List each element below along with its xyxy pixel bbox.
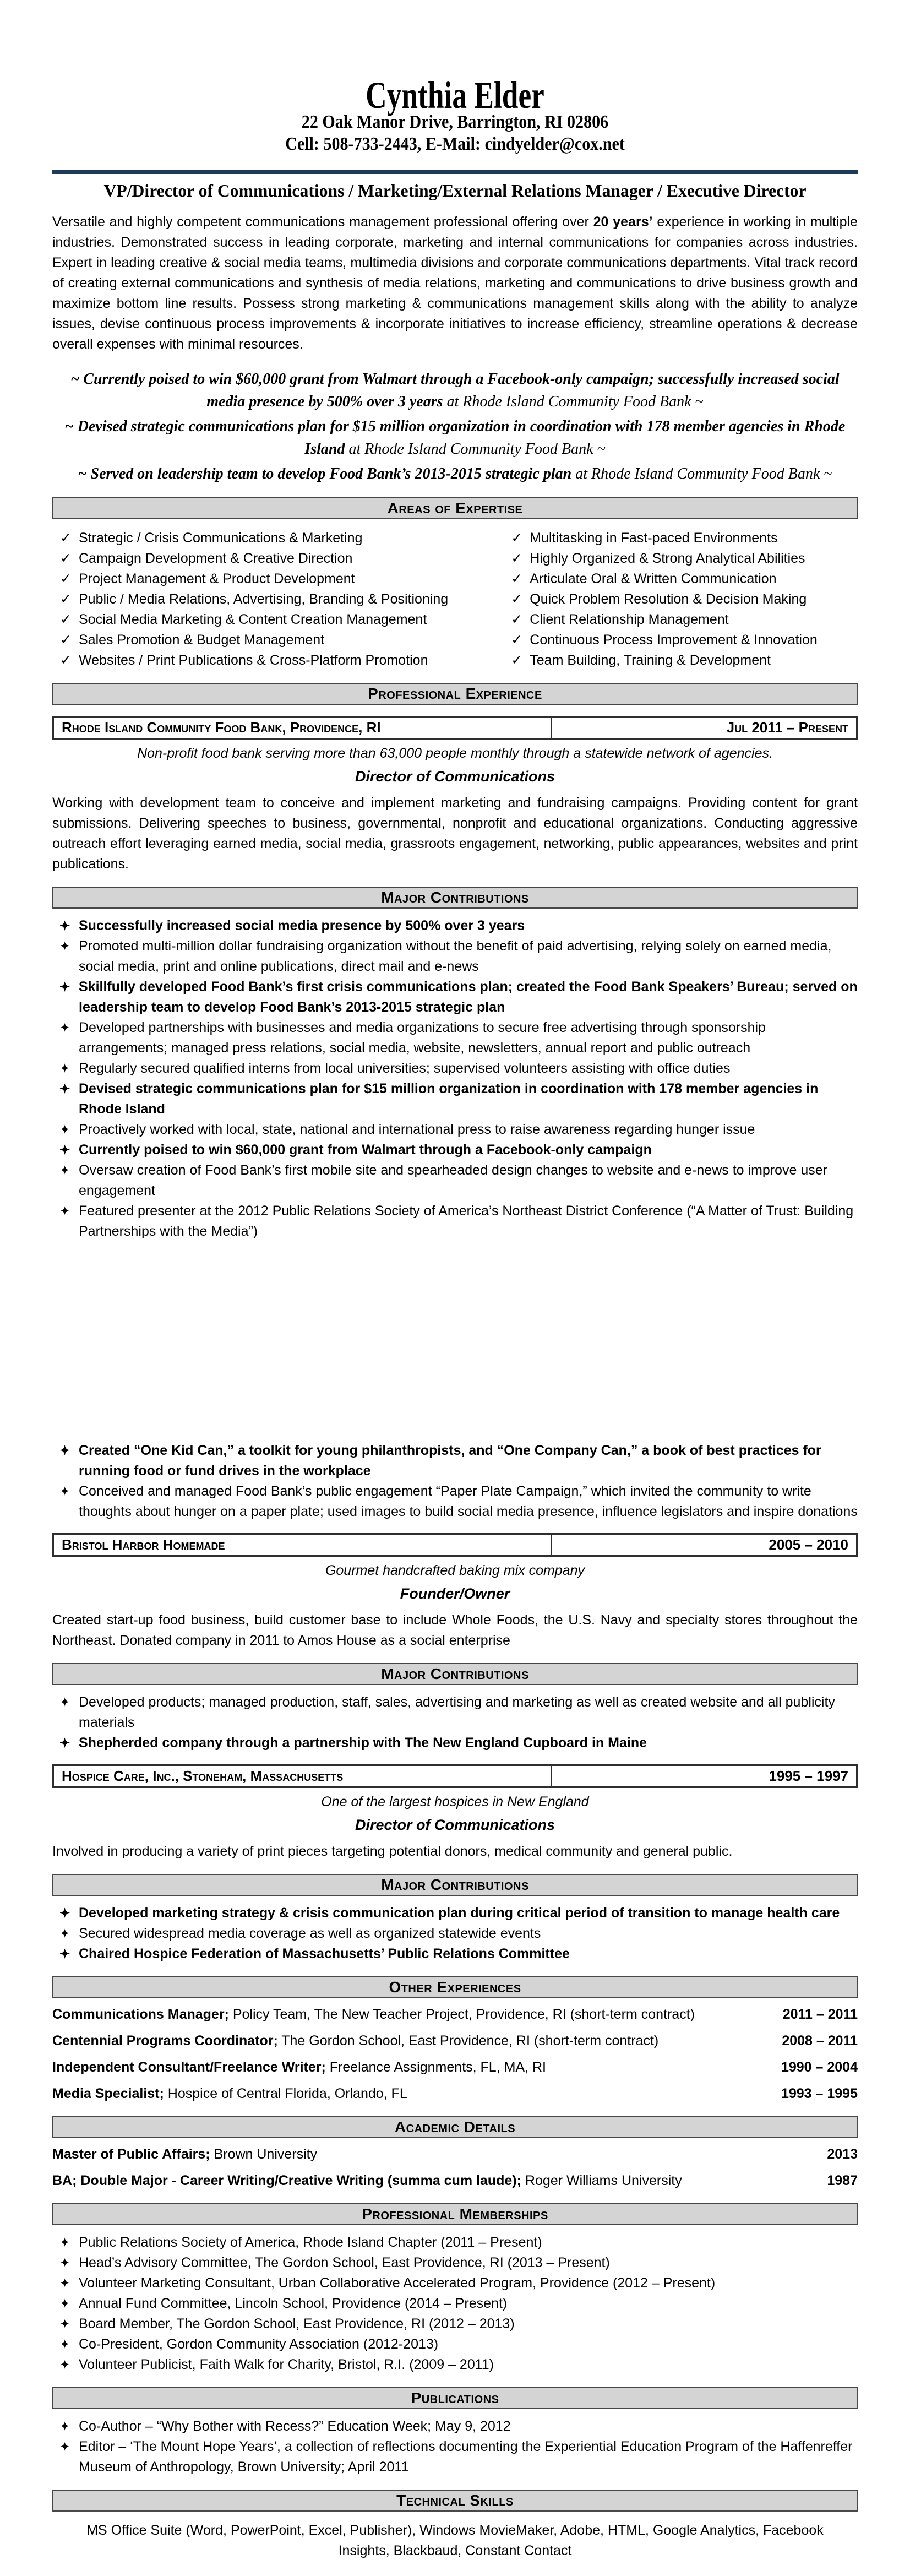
section-header-major-contributions: Major Contributions bbox=[52, 1874, 858, 1896]
expertise-item: ✓ Social Media Marketing & Content Creation Management bbox=[52, 610, 503, 630]
other-experiences-list bbox=[52, 2004, 858, 2104]
person-name: Cynthia Elder bbox=[366, 74, 544, 117]
list-item: ✦ Annual Fund Committee, Lincoln School, Providence (2014 – Present) bbox=[52, 2294, 858, 2314]
summary-text: experience in working in multiple industries. Demonstrated success in leading corporate, marketing and internal communications for companies across industries. Expert in leading creative & social media teams, multimedia divisions and corporate communications departments. Vital track record of creating external communications and synthesis of media relations, marketing and communications to drive business growth and maximize bottom line results. Possess strong marketing & communications management skills along with the ability to analyze issues, devise continuous process improvements & incorporate initiatives to increase efficiency, streamline operations & decrease overall expenses with minimal resources. bbox=[52, 214, 858, 352]
star-bullet-icon: ✦ bbox=[59, 1082, 70, 1096]
section-header-professional-experience: Professional Experience bbox=[52, 683, 858, 705]
check-icon: ✓ bbox=[60, 591, 72, 607]
company-row bbox=[52, 716, 858, 740]
expertise-item: ✓ Continuous Process Improvement & Innovation bbox=[503, 630, 858, 650]
company-row bbox=[52, 1533, 858, 1557]
expertise-item: ✓ Campaign Development & Creative Direction bbox=[52, 548, 503, 569]
list-item: ✦ Chaired Hospice Federation of Massachusetts’ Public Relations Committee bbox=[52, 1944, 858, 1964]
section-header-other-experiences: Other Experiences bbox=[52, 1976, 858, 1998]
star-bullet-icon: ✦ bbox=[59, 1926, 70, 1941]
star-bullet-icon: ✦ bbox=[59, 1122, 70, 1137]
star-bullet-icon: ✦ bbox=[59, 2317, 70, 2332]
check-icon: ✓ bbox=[60, 571, 72, 587]
expertise-item: ✓ Websites / Print Publications & Cross-Platform Promotion bbox=[52, 650, 503, 671]
list-item: ✦ Head’s Advisory Committee, The Gordon School, East Providence, RI (2013 – Present) bbox=[52, 2253, 858, 2273]
star-bullet-icon: ✦ bbox=[59, 2235, 70, 2250]
list-item: ✦ Successfully increased social media presence by 500% over 3 years bbox=[52, 916, 858, 936]
list-item: ✦ Featured presenter at the 2012 Public Relations Society of America’s Northeast District Conference (“A Matter of Trust: Building Partnerships with the Media”) bbox=[52, 1201, 858, 1242]
expertise-item: ✓ Project Management & Product Development bbox=[52, 569, 503, 589]
skills-text: MS Office Suite (Word, PowerPoint, Excel, Publisher), Windows MovieMaker, Adobe, HTML, Google Analytics, Facebook Insights, Blackbaud, Constant Contact bbox=[86, 2523, 824, 2559]
list-item: ✦ Co-Author – “Why Bother with Recess?” Education Week; May 9, 2012 bbox=[52, 2416, 858, 2437]
job-description: Involved in producing a variety of print pieces targeting potential donors, medical community and general public. bbox=[52, 1844, 733, 1860]
job-title: Director of Communications bbox=[355, 768, 555, 785]
star-bullet-icon: ✦ bbox=[59, 1020, 70, 1035]
page-title: VP/Director of Communications / Marketing/External Relations Manager / Executive Director bbox=[103, 181, 807, 201]
list-item: ✦ Shepherded company through a partnership with The New England Cupboard in Maine bbox=[52, 1733, 858, 1753]
list-item: ✦ Co-President, Gordon Community Association (2012-2013) bbox=[52, 2334, 858, 2355]
highlight-item: ~ Devised strategic communications plan for $15 million organization in coordination with 178 member agencies in Rhode Island at Rhode Island Community Food Bank ~ bbox=[64, 418, 846, 458]
star-bullet-icon: ✦ bbox=[59, 1443, 70, 1458]
header-divider bbox=[52, 170, 858, 174]
summary-text: Versatile and highly competent communications management professional offering over bbox=[52, 214, 593, 230]
expertise-item: ✓ Public / Media Relations, Advertising, Branding & Positioning bbox=[52, 589, 503, 610]
check-icon: ✓ bbox=[511, 551, 523, 567]
star-bullet-icon: ✦ bbox=[59, 2419, 70, 2434]
contact-line: Cell: 508-733-2443, E-Mail: cindyelder@cox.net bbox=[285, 133, 625, 154]
star-bullet-icon: ✦ bbox=[59, 1736, 70, 1751]
summary-paragraph bbox=[52, 212, 858, 355]
star-bullet-icon: ✦ bbox=[59, 1695, 70, 1710]
role-label: Communications Manager; bbox=[52, 2007, 229, 2023]
highlight-item: ~ Currently poised to win $60,000 grant from Walmart through a Facebook-only campaign; successfully increased social media presence by 500% over 3 years at Rhode Island Community Food Bank ~ bbox=[70, 371, 840, 411]
section-header-technical-skills: Technical Skills bbox=[52, 2490, 858, 2512]
check-icon: ✓ bbox=[511, 632, 523, 648]
date-range: 1993 – 1995 bbox=[781, 2086, 858, 2102]
degree-label: Master of Public Affairs; bbox=[52, 2146, 210, 2162]
star-bullet-icon: ✦ bbox=[59, 1143, 70, 1157]
job-title: Founder/Owner bbox=[400, 1585, 510, 1602]
expertise-item: ✓ Strategic / Crisis Communications & Marketing bbox=[52, 528, 503, 548]
contributions-list bbox=[52, 916, 858, 1242]
expertise-item: ✓ Client Relationship Management bbox=[503, 610, 858, 630]
role-label: Independent Consultant/Freelance Writer; bbox=[52, 2059, 326, 2075]
expertise-item: ✓ Multitasking in Fast-paced Environments bbox=[503, 528, 858, 548]
job-title: Director of Communications bbox=[355, 1817, 555, 1834]
star-bullet-icon: ✦ bbox=[59, 2357, 70, 2372]
check-icon: ✓ bbox=[60, 551, 72, 567]
star-bullet-icon: ✦ bbox=[59, 1163, 70, 1178]
section-header-professional-memberships: Professional Memberships bbox=[52, 2203, 858, 2225]
list-item: ✦ Regularly secured qualified interns from local universities; supervised volunteers assisting with office duties bbox=[52, 1058, 858, 1079]
list-item: ✦ Skillfully developed Food Bank’s first crisis communications plan; created the Food Bank Speakers’ Bureau; served on leadership team to develop Food Bank’s 2013-2015 strategic plan bbox=[52, 977, 858, 1018]
expertise-item: ✓ Team Building, Training & Development bbox=[503, 650, 858, 671]
list-item: ✦ Volunteer Publicist, Faith Walk for Charity, Bristol, R.I. (2009 – 2011) bbox=[52, 2355, 858, 2375]
check-icon: ✓ bbox=[511, 530, 523, 546]
check-icon: ✓ bbox=[60, 632, 72, 648]
list-item: ✦ Public Relations Society of America, Rhode Island Chapter (2011 – Present) bbox=[52, 2232, 858, 2253]
star-bullet-icon: ✦ bbox=[59, 1906, 70, 1921]
star-bullet-icon: ✦ bbox=[59, 980, 70, 994]
company-name: Hospice Care, Inc., Stoneham, Massachusetts bbox=[54, 1766, 552, 1786]
other-experience-row: Media Specialist; Hospice of Central Florida, Orlando, FL 1993 – 1995 bbox=[52, 2084, 858, 2104]
section-header-major-contributions: Major Contributions bbox=[52, 1663, 858, 1685]
company-dates: 1995 – 1997 bbox=[769, 1768, 848, 1785]
star-bullet-icon: ✦ bbox=[59, 2276, 70, 2291]
academic-row: Master of Public Affairs; Brown University 2013 bbox=[52, 2144, 858, 2165]
role-label: Centennial Programs Coordinator; bbox=[52, 2033, 278, 2049]
list-item: ✦ Volunteer Marketing Consultant, Urban Collaborative Accelerated Program, Providence (2012 – Present) bbox=[52, 2273, 858, 2294]
expertise-item: ✓ Highly Organized & Strong Analytical Abilities bbox=[503, 548, 858, 569]
list-item: ✦ Devised strategic communications plan for $15 million organization in coordination with 178 member agencies in Rhode Island bbox=[52, 1079, 858, 1119]
other-experience-row: Communications Manager; Policy Team, The New Teacher Project, Providence, RI (short-term contract) 2011 – 2011 bbox=[52, 2004, 858, 2025]
list-item: ✦ Currently poised to win $60,000 grant from Walmart through a Facebook-only campaign bbox=[52, 1140, 858, 1160]
contributions-list-continued bbox=[52, 1441, 858, 1522]
company-tagline: Non-profit food bank serving more than 63,000 people monthly through a statewide network of agencies. bbox=[137, 746, 773, 762]
graduation-year: 2013 bbox=[827, 2146, 858, 2162]
company-dates: 2005 – 2010 bbox=[769, 1536, 848, 1553]
graduation-year: 1987 bbox=[827, 2173, 858, 2189]
date-range: 2011 – 2011 bbox=[782, 2007, 858, 2023]
section-header-publications: Publications bbox=[52, 2387, 858, 2409]
highlights bbox=[52, 368, 858, 485]
list-item: ✦ Editor – ‘The Mount Hope Years’, a collection of reflections documenting the Experiential Education Program of the Haffenreffer Museum of Anthropology, Brown University; April 2011 bbox=[52, 2437, 858, 2477]
job-description: Created start-up food business, build customer base to include Whole Foods, the U.S. Navy and specialty stores throughout the Northeast. Donated company in 2011 to Amos House as a social enterprise bbox=[52, 1612, 858, 1649]
star-bullet-icon: ✦ bbox=[59, 939, 70, 954]
list-item: ✦ Secured widespread media coverage as well as organized statewide events bbox=[52, 1923, 858, 1944]
highlight-item: ~ Served on leadership team to develop Food Bank’s 2013-2015 strategic plan at Rhode Island Community Food Bank ~ bbox=[78, 465, 832, 483]
star-bullet-icon: ✦ bbox=[59, 2296, 70, 2311]
star-bullet-icon: ✦ bbox=[59, 919, 70, 933]
section-header-academic-details: Academic Details bbox=[52, 2116, 858, 2138]
star-bullet-icon: ✦ bbox=[59, 2256, 70, 2270]
star-bullet-icon: ✦ bbox=[59, 1061, 70, 1076]
memberships-list bbox=[52, 2232, 858, 2375]
check-icon: ✓ bbox=[511, 571, 523, 587]
star-bullet-icon: ✦ bbox=[59, 1204, 70, 1219]
summary-bold-text: 20 years’ bbox=[593, 214, 653, 230]
expertise-item: ✓ Articulate Oral & Written Communication bbox=[503, 569, 858, 589]
page-break-gap bbox=[52, 1242, 858, 1433]
list-item: ✦ Developed partnerships with businesses and media organizations to secure free advertising through sponsorship arrangements; managed press relations, social media, website, newsletters, annual report and public outreach bbox=[52, 1018, 858, 1058]
check-icon: ✓ bbox=[60, 530, 72, 546]
check-icon: ✓ bbox=[511, 591, 523, 607]
address-line: 22 Oak Manor Drive, Barrington, RI 02806 bbox=[301, 111, 609, 132]
expertise-item: ✓ Quick Problem Resolution & Decision Making bbox=[503, 589, 858, 610]
company-dates: Jul 2011 – Present bbox=[726, 719, 848, 736]
list-item: ✦ Conceived and managed Food Bank’s public engagement “Paper Plate Campaign,” which invited the community to write thoughts about hunger on a paper plate; used images to build social media presence, influence legislators and inspire donations bbox=[52, 1481, 858, 1522]
list-item: ✦ Promoted multi-million dollar fundraising organization without the benefit of paid advertising, relying solely on earned media, social media, print and online publications, direct mail and e-news bbox=[52, 936, 858, 977]
contributions-list bbox=[52, 1903, 858, 1964]
header bbox=[52, 76, 858, 201]
academic-list bbox=[52, 2144, 858, 2191]
section-header-major-contributions: Major Contributions bbox=[52, 887, 858, 909]
star-bullet-icon: ✦ bbox=[59, 2439, 70, 2454]
other-experience-row: Independent Consultant/Freelance Writer; Freelance Assignments, FL, MA, RI 1990 – 2004 bbox=[52, 2057, 858, 2078]
check-icon: ✓ bbox=[511, 612, 523, 628]
expertise-list bbox=[52, 528, 858, 671]
company-name: Rhode Island Community Food Bank, Providence, RI bbox=[54, 718, 552, 738]
company-name: Bristol Harbor Homemade bbox=[54, 1535, 552, 1555]
check-icon: ✓ bbox=[60, 653, 72, 669]
expertise-item: ✓ Sales Promotion & Budget Management bbox=[52, 630, 503, 650]
check-icon: ✓ bbox=[60, 612, 72, 628]
check-icon: ✓ bbox=[511, 653, 523, 669]
star-bullet-icon: ✦ bbox=[59, 1484, 70, 1499]
academic-row: BA; Double Major - Career Writing/Creative Writing (summa cum laude); Roger Williams University 1987 bbox=[52, 2171, 858, 2191]
date-range: 2008 – 2011 bbox=[782, 2033, 858, 2049]
section-header-areas-of-expertise: Areas of Expertise bbox=[52, 497, 858, 519]
star-bullet-icon: ✦ bbox=[59, 2337, 70, 2352]
job-description: Working with development team to conceive and implement marketing and fundraising campaigns. Providing content for grant submissions. Delivering speeches to business, governmental, nonprofit and educational organizations. Conducting aggressive outreach effort leveraging earned media, social media, grassroots engagement, networking, public appearances, websites and print publications. bbox=[52, 795, 858, 872]
publications-list bbox=[52, 2416, 858, 2477]
list-item: ✦ Developed products; managed production, staff, sales, advertising and marketing as well as created website and all publicity materials bbox=[52, 1692, 858, 1733]
role-label: Media Specialist; bbox=[52, 2086, 164, 2102]
list-item: ✦ Proactively worked with local, state, national and international press to raise awareness regarding hunger issue bbox=[52, 1119, 858, 1140]
list-item: ✦ Created “One Kid Can,” a toolkit for young philanthropists, and “One Company Can,” a book of best practices for running food or fund drives in the workplace bbox=[52, 1441, 858, 1481]
star-bullet-icon: ✦ bbox=[59, 1947, 70, 1961]
list-item: ✦ Board Member, The Gordon School, East Providence, RI (2012 – 2013) bbox=[52, 2314, 858, 2334]
contributions-list bbox=[52, 1692, 858, 1753]
company-tagline: One of the largest hospices in New England bbox=[321, 1794, 589, 1810]
other-experience-row: Centennial Programs Coordinator; The Gordon School, East Providence, RI (short-term contract) 2008 – 2011 bbox=[52, 2031, 858, 2051]
date-range: 1990 – 2004 bbox=[781, 2059, 858, 2075]
company-tagline: Gourmet handcrafted baking mix company bbox=[325, 1563, 585, 1579]
list-item: ✦ Developed marketing strategy & crisis communication plan during critical period of transition to manage health care bbox=[52, 1903, 858, 1923]
list-item: ✦ Oversaw creation of Food Bank’s first mobile site and spearheaded design changes to website and e-news to improve user engagement bbox=[52, 1160, 858, 1201]
company-row bbox=[52, 1764, 858, 1788]
degree-label: BA; Double Major - Career Writing/Creative Writing (summa cum laude); bbox=[52, 2173, 521, 2189]
